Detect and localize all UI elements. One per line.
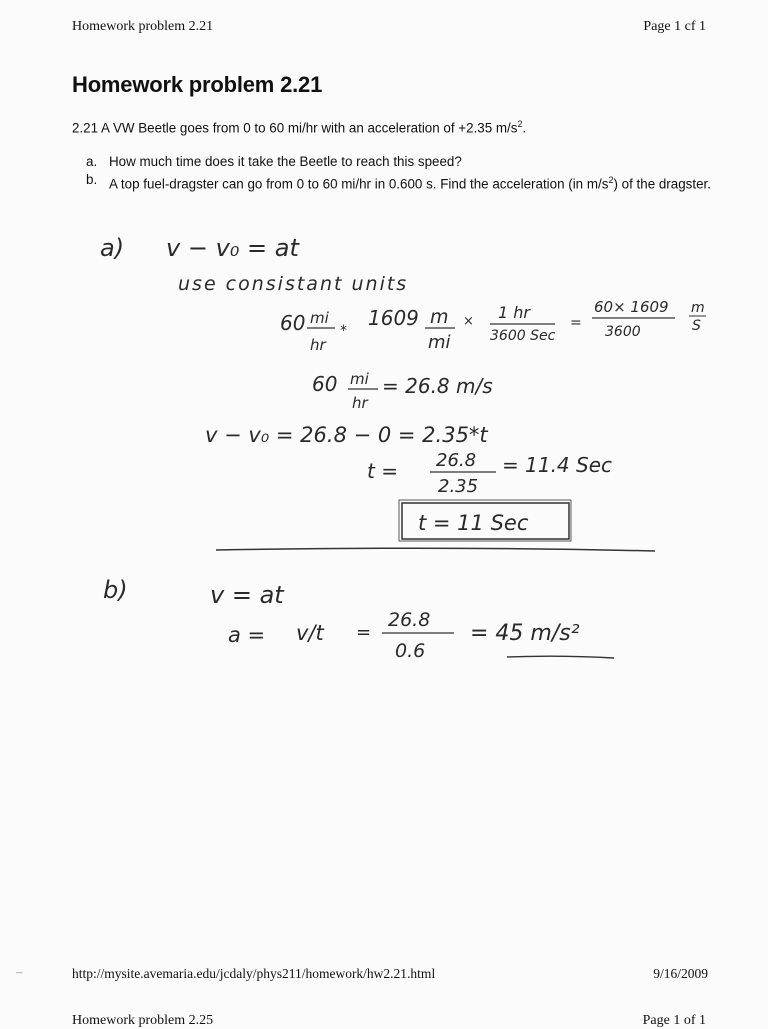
- hw-answer-box-outer: [399, 500, 571, 541]
- hw-speed-den: hr: [352, 394, 368, 412]
- hw-b-v-over-t: v/t: [296, 621, 324, 645]
- hw-speed-num: mi: [350, 370, 369, 388]
- hw-speed-result: = 26.8 m/s: [382, 374, 493, 398]
- hw-conv-60-den: hr: [310, 336, 326, 354]
- problem-part-b: [72, 171, 712, 193]
- problem-statement-end: .: [522, 120, 527, 136]
- part-b-question: A top fuel-dragster can go from 0 to 60 mi/hr in 0.600 s. Find the acceleration (in m/s: [109, 176, 609, 192]
- next-page-title: Homework problem 2.25: [72, 1013, 214, 1028]
- hw-part-a-label: a): [100, 234, 125, 262]
- hw-equation-2: v − v₀ = 26.8 − 0 = 2.35*t: [205, 423, 488, 447]
- footer-date: 9/16/2009: [653, 966, 708, 981]
- hw-conv-equals: =: [570, 315, 582, 331]
- hw-conv-hr-den: 3600 Sec: [490, 328, 556, 344]
- part-b-marker: b.: [86, 172, 98, 187]
- hw-b-numerator: 26.8: [388, 609, 431, 631]
- part-a-marker: a.: [86, 154, 98, 169]
- hw-t-numerator: 26.8: [436, 450, 477, 471]
- hw-separator-line: [216, 548, 655, 551]
- hw-conv-units-den: S: [692, 318, 701, 334]
- hw-conv-times: ×: [463, 314, 474, 329]
- header-title: Homework problem 2.21: [72, 19, 214, 34]
- hw-units-note: use consistant units: [178, 273, 409, 295]
- hw-b-equals: =: [356, 622, 372, 643]
- hw-conv-60: 60: [280, 311, 306, 335]
- hw-b-denominator: 0.6: [395, 640, 426, 662]
- hw-t-result: = 11.4 Sec: [502, 453, 612, 477]
- hw-a-equation: v − v₀ = at: [166, 234, 299, 262]
- part-a-question: How much time does it take the Beetle to reach this speed?: [109, 154, 462, 169]
- hw-part-b-label: b): [103, 576, 128, 604]
- hw-conv-units-num: m: [691, 300, 705, 316]
- problem-part-a: [72, 153, 712, 171]
- part-b-text: [109, 171, 712, 193]
- hw-answer-a: t = 11 Sec: [418, 511, 529, 535]
- hw-conv-1609-den: mi: [428, 332, 451, 353]
- footer-dash: –: [16, 964, 23, 979]
- hw-b-equation: v = at: [210, 581, 284, 609]
- page-title: Homework problem 2.21: [72, 72, 323, 97]
- problem-statement: [72, 119, 526, 135]
- header-page-number: Page 1 cf 1: [643, 19, 706, 34]
- part-a-text: [109, 153, 712, 171]
- hw-b-underline: [507, 656, 614, 658]
- problem-statement-text: 2.21 A VW Beetle goes from 0 to 60 mi/hr with an acceleration of +2.35 m/s: [72, 120, 518, 136]
- footer-url: http://mysite.avemaria.edu/jcdaly/phys211/homework/hw2.21.html: [72, 966, 436, 981]
- next-page-number: Page 1 of 1: [642, 1013, 706, 1028]
- hw-speed-60: 60: [312, 372, 338, 396]
- hw-conv-hr-num: 1 hr: [498, 303, 530, 322]
- hw-t-label: t =: [367, 459, 398, 483]
- problem-parts-list: [72, 153, 712, 193]
- hw-conv-1609-num: m: [430, 306, 449, 328]
- hw-conv-result-num: 60× 1609: [594, 298, 669, 316]
- hw-b-result: = 45 m/s²: [470, 621, 580, 646]
- part-b-exponent: 2: [608, 175, 614, 185]
- hw-conv-1609: 1609: [368, 306, 419, 330]
- part-b-question-end: ) of the dragster.: [613, 176, 711, 192]
- hw-b-a-label: a =: [228, 623, 266, 647]
- problem-statement-exponent: 2: [517, 119, 523, 129]
- hw-conv-60-num: mi: [310, 309, 329, 327]
- hw-answer-box: [402, 503, 569, 539]
- hw-conv-result-den: 3600: [605, 324, 641, 340]
- hw-conv-star: *: [340, 323, 347, 339]
- hw-t-denominator: 2.35: [438, 476, 479, 497]
